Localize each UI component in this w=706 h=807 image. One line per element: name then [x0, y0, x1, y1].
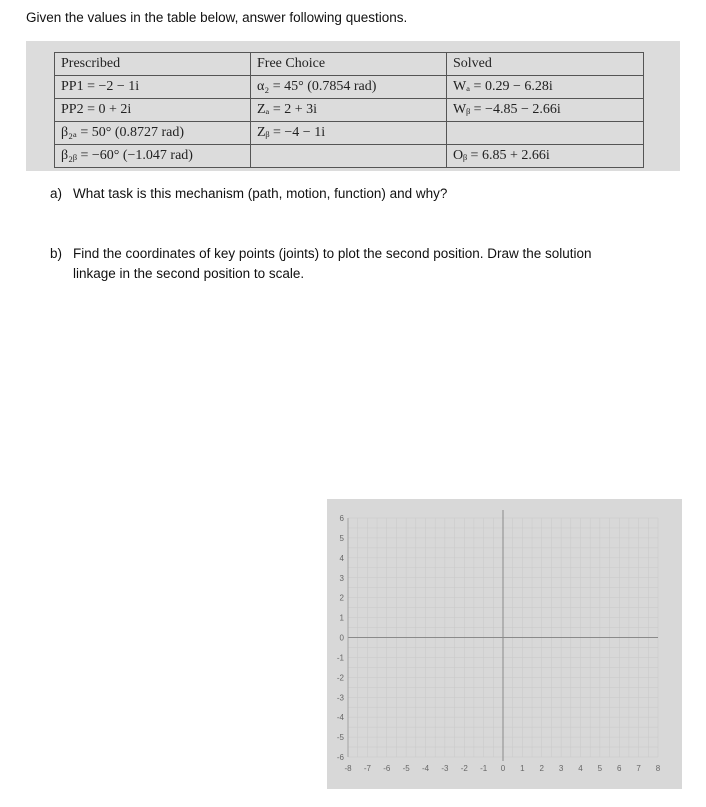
y-tick-label: -4 [336, 713, 344, 723]
table-row [55, 122, 644, 145]
cell-beta2b: β₂ᵦ = −60° (−1.047 rad) [55, 145, 251, 168]
x-tick-label: -7 [363, 764, 371, 773]
table-row [55, 145, 644, 168]
cell-za: Zₐ = 2 + 3i [251, 99, 447, 122]
table-row [55, 99, 644, 122]
cell-pp1: PP1 = −2 − 1i [55, 76, 251, 99]
cell-wb: Wᵦ = −4.85 − 2.66i [447, 99, 644, 122]
table-row [55, 76, 644, 99]
question-b-line2: linkage in the second position to scale. [73, 266, 305, 281]
y-tick-label: -3 [336, 693, 344, 703]
values-table [54, 52, 644, 168]
coordinate-grid [327, 499, 682, 789]
x-tick-label: -1 [480, 764, 488, 773]
graph-photo [327, 499, 682, 789]
x-tick-label: 6 [617, 764, 622, 773]
header-free-choice: Free Choice [251, 53, 447, 76]
question-a [50, 184, 447, 204]
question-b-label: b) [50, 246, 63, 261]
y-tick-label: 1 [339, 613, 344, 623]
x-tick-label: 5 [597, 764, 603, 773]
x-tick-label: -3 [441, 764, 449, 773]
cell-wa: Wₐ = 0.29 − 6.28i [447, 76, 644, 99]
y-tick-label: 6 [339, 514, 344, 523]
cell-empty [251, 145, 447, 168]
cell-pp2: PP2 = 0 + 2i [55, 99, 251, 122]
question-b [50, 244, 640, 284]
question-a-text: What task is this mechanism (path, motion, function) and why? [73, 186, 448, 201]
cell-ob: Oᵦ = 6.85 + 2.66i [447, 145, 644, 168]
header-solved: Solved [447, 53, 644, 76]
x-tick-label: -5 [402, 764, 410, 773]
x-tick-label: 0 [500, 764, 506, 773]
header-prescribed: Prescribed [55, 53, 251, 76]
intro-text: Given the values in the table below, answer following questions. [26, 10, 408, 25]
x-tick-label: 4 [578, 764, 583, 773]
cell-beta2a: β₂ₐ = 50° (0.8727 rad) [55, 122, 251, 145]
x-tick-label: 2 [539, 764, 544, 773]
cell-alpha2: α₂ = 45° (0.7854 rad) [251, 76, 447, 99]
x-tick-label: 8 [655, 764, 661, 773]
x-tick-label: -8 [344, 764, 352, 773]
y-tick-label: 5 [339, 533, 344, 543]
y-tick-label: 2 [339, 593, 344, 603]
y-tick-label: -1 [336, 653, 344, 663]
y-tick-label: 4 [339, 553, 344, 563]
x-tick-label: -4 [421, 764, 430, 773]
table-photo [26, 41, 680, 171]
x-tick-label: -2 [460, 764, 468, 773]
x-tick-label: 3 [558, 764, 564, 773]
cell-empty [447, 122, 644, 145]
cell-zb: Zᵦ = −4 − 1i [251, 122, 447, 145]
y-tick-label: -5 [336, 733, 344, 743]
y-tick-label: -6 [336, 753, 344, 762]
y-tick-label: 0 [339, 633, 344, 643]
table-header-row [55, 53, 644, 76]
y-tick-label: -2 [336, 673, 344, 683]
question-a-label: a) [50, 186, 63, 201]
x-tick-label: 1 [520, 764, 525, 773]
y-tick-label: 3 [339, 573, 344, 583]
question-b-line1: Find the coordinates of key points (joints) to plot the second position. Draw the solution [73, 246, 592, 261]
x-tick-label: -6 [383, 764, 391, 773]
x-tick-label: 7 [636, 764, 641, 773]
